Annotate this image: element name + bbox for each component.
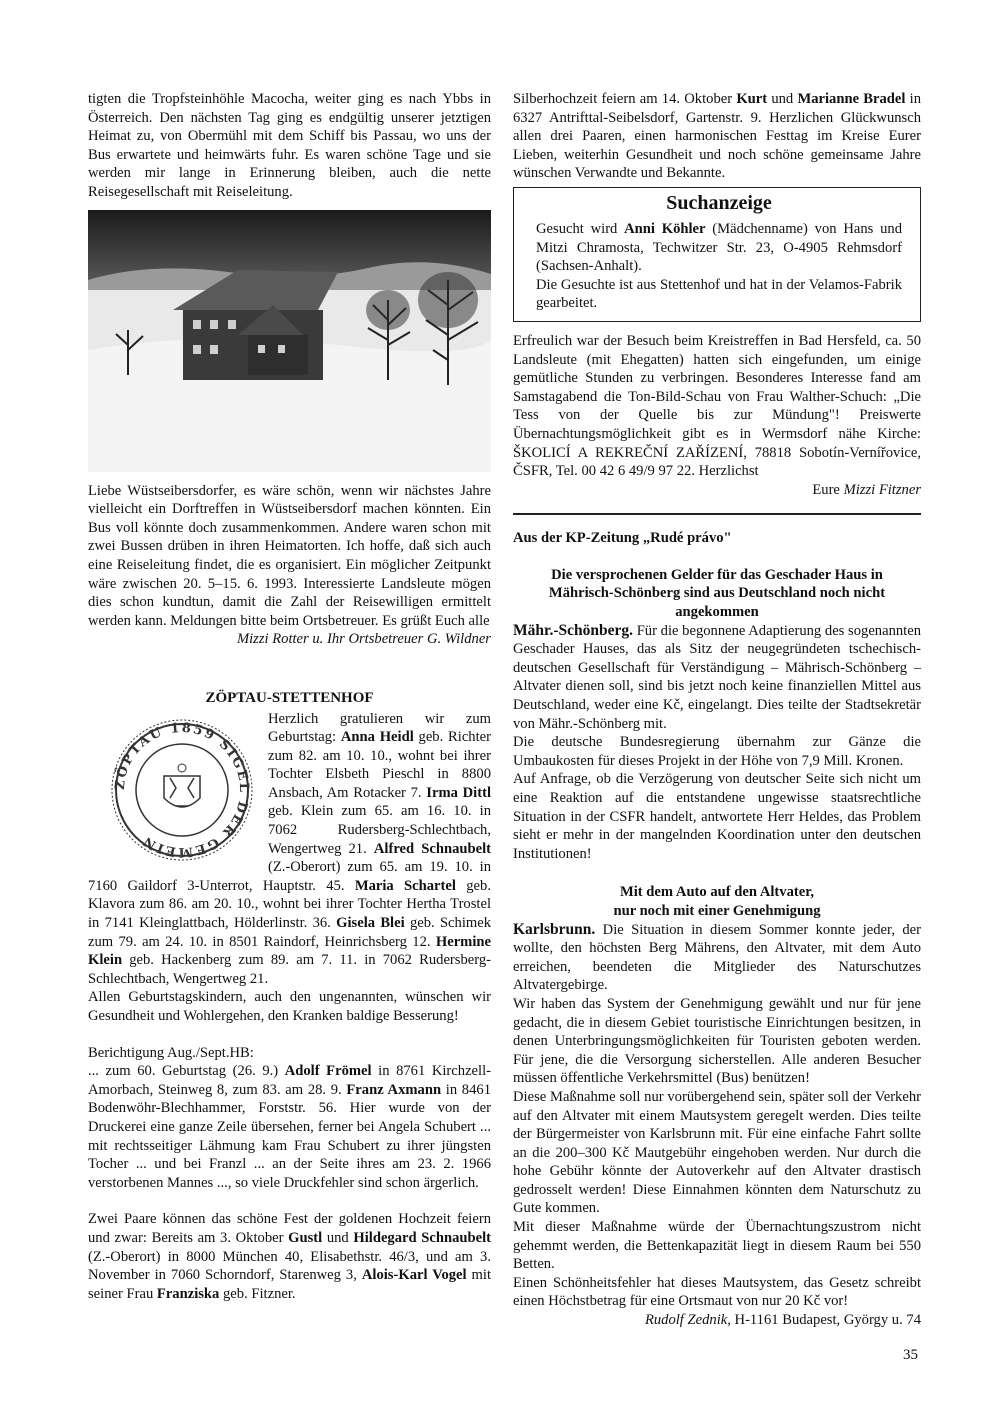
article2-signature: Rudolf Zednik, H-1161 Budapest, György u. 74 [644,1312,921,1329]
silver-wedding-paragraph: Silberhochzeit feiern am 14. Oktober Kurt und Marianne Bradel in 6327 Antrifttal-Seibelsdorf, Gartenstr. 9. Herzlichen Glückwunsch allen drei Paaren, einen harmonischen Festtag im Kreise Eurer Lieben, weiterhin Gesundheit und noch schöne gemeinsame Jahre wünschen Verwandte und Bekannte. [513,91,922,182]
search-notice-box [513,187,921,322]
municipal-seal-image [106,716,258,864]
article2-paragraph-4: Mit dieser Maßnahme würde der Übernachtungszustrom nicht gehemmt werden, die Bettenkapazität liegt in diesem Raum bei 550 Betten. [513,1219,921,1273]
search-notice-text: Gesucht wird Anni Köhler (Mädchenname) von Hans und Mitzi Chramosta, Techwitzer Str. 23, O-4905 Rehmsdorf (Sachsen-Anhalt). [536,220,902,275]
article2-paragraph-3: Diese Maßnahme soll nur vorübergehend sein, später soll der Verkehr auf den Altvater mit einem Mautsystem geregelt werden. Dies teilte der Bürgermeister von Karlsbrunn mit. Für eine einfache Fahrt sollte an die 200–300 Kč Mautgebühr eingehoben werden. Nur durch die hohe Gebühr könnte der Autoverkehr auf den Altvater drastisch gedrosselt werden! Diese Einnahmen könnten dem Naturschutz zu Gute kommen. [513,1088,921,1217]
meeting-signature: Eure Mizzi Fitzner [812,481,921,498]
birthday-paragraph: Herzlich gratulieren wir zum Geburtstag: Anna Heidl geb. Richter zum 82. am 10. 10., wohnt bei ihrer Tochter Elsbeth Pieschl in 8800 Ansbach, Am Rotacker 7. Irma Dittl geb. Klein zum 65. am 16. 10. in 7062 Rudersberg-Schlechtbach, Wengertweg 21. Alfred Schnaubelt (Z.-Oberort) zum 65. am 19. 10. in 7160 Gaildorf 3-Unterrot, Hauptstr. 45. Maria Schartel geb. Klavora zum 86. am 20. 10., wohnt bei ihrer Tochter Hertha Trostel in 7141 Kleinglattbach, Hölderlinstr. 36. Gisela Blei geb. Schimek zum 79. am 24. 10. in 8501 Raindorf, Heinrichsberg 12. Hermine Klein geb. Hackenberg zum 89. am 7. 11. in 7062 Rudersberg-Schlechtbach, Wengertweg 21. [88,710,492,987]
kp-newspaper-heading: Aus der KP-Zeitung „Rudé právo" [513,530,732,547]
correction-heading: Berichtigung Aug./Sept.HB: [88,1044,254,1061]
article2-paragraph-2: Wir haben das System der Genehmigung gewählt und nur für jene gedacht, die in diesem Gebiet touristische Einrichtungen besitzen, in denen Unterbringungsmöglichkeiten für Touristen geboten werden. Für jene, die die Versorgung sicherstellen. Alle anderen Besucher müssen öffentliche Verkehrsmittel (Bus) benützen! [513,995,921,1087]
wishes-paragraph: Allen Geburtstagskindern, auch den ungenannten, wünschen wir Gesundheit und Wohlergehen, den Kranken baldige Besserung! [88,989,491,1024]
article2-paragraph-5: Einen Schönheitsfehler hat dieses Mautsystem, das Gesetz schreibt einen Höchstbetrag für eine Ortsmaut von nur 20 Kč vor! [513,1274,921,1310]
article1-paragraph-2: Die deutsche Bundesregierung übernahm zur Gänze die Umbaukosten für dieses Projekt in der Höhe von 7,9 Mill. Kronen. [513,734,921,769]
article1-paragraph-1: Mähr.-Schönberg. Für die begonnene Adaptierung des sogenannten Geschader Hauses, das als Sitz der neugegründeten tschechisch-deutschen Gesellschaft für Verständigung – Mährisch-Schönberg – Altvater dienen soll, sind bis jetzt noch keine finanziellen Mittel aus Deutschland, weder eine Kč, eingelangt. Dies teilte der Stadtsekretär von Mähr.-Schönberg mit. [513,621,921,732]
zoeptau-section-title: ZÖPTAU-STETTENHOF [205,689,374,706]
district-meeting-paragraph: Erfreulich war der Besuch beim Kreistreffen in Bad Hersfeld, ca. 50 Landsleute (mit Ehegatten) hatten sich eingefunden, um einige gemütliche Stunden zu verbringen. Besonderes Interesse fand am Samstagabend die Ton-Bild-Schau von Frau Walther-Schuch: „Die Tess von der Quelle bis zur Mündung"! Preiswerte Übernachtungsmöglichkeit gibt es in Wermsdorf nähe Kirche: ŠKOLICÍ A REKREČNÍ ZAŘÍZENÍ, 78818 Sobotín-Vernířovice, ČSFR, Tel. 00 42 6 49/9 97 22. Herzlichst [513,332,921,480]
birthday-block [88,710,491,989]
farmhouse-photo [88,210,491,472]
search-notice-text-2: Die Gesuchte ist aus Stettenhof und hat in der Velamos-Fabrik gearbeitet. [536,276,902,312]
left-column [88,90,491,1303]
article2-title-line2: nur noch mit einer Genehmigung [613,902,821,919]
section-divider [513,513,921,515]
trip-appeal-paragraph: Liebe Wüstseibersdorfer, es wäre schön, wenn wir nächstes Jahre vielleicht ein Dorftreffen in Wüstseibersdorf machen könnten. Ein Bus voll könnte doch zusammenkommen. Andere waren schon mit zwei Bussen drüben in ihren Heimatorten. Ich hoffe, daß sich auch eine Reiseleitung findet, die es organisiert. Ein möglicher Zeitpunkt wäre zwischen 20. 5–15. 6. 1993. Interessierte Landsleute mögen dies schon kundtun, damit die Zahl der Reisewilligen ermittelt werden kann. Meldungen bitte beim Ortsbetreuer. Es grüßt Euch alle [88,482,491,629]
right-column [513,90,921,1330]
golden-wedding-paragraph: Zwei Paare können das schöne Fest der goldenen Hochzeit feiern und zwar: Bereits am 3. Oktober Gustl und Hildegard Schnaubelt (Z.-Oberort) in 8000 München 40, Elisabethstr. 46/3, und am 3. November in 7060 Schorndorf, Starenweg 3, Alois-Karl Vogel mit seiner Frau Franziska geb. Fitzner. [88,1211,492,1302]
intro-paragraph: tigten die Tropfsteinhöhle Macocha, weiter ging es nach Ybbs in Österreich. Den nächsten Tag ging es endgültig unserer jetztigen Heimat zu, von Obermühl mit dem Schiff bis Passau, wo uns der Bus erwartete und heimwärts fuhr. Es waren schöne Tage und sie werden mir lange in Erinnerung bleiben, auch die nette Reisegesellschaft mit Reiseleitung. [88,91,491,200]
appeal-signature: Mizzi Rotter u. Ihr Ortsbetreuer G. Wildner [236,631,491,648]
article2-title-line1: Mit dem Auto auf den Altvater, [619,884,815,901]
page-number: 35 [903,1347,918,1363]
svg-text:ZÖPTAU 1859 SIGEL DER GEMEIN: ZÖPTAU 1859 SIGEL DER GEMEIN [112,720,252,859]
search-notice-title: Suchanzeige [666,191,772,214]
article1-title: Die versprochenen Gelder für das Geschader Haus in Mährisch-Schönberg sind aus Deutschland noch nicht angekommen [548,566,886,621]
correction-paragraph: ... zum 60. Geburtstag (26. 9.) Adolf Frömel in 8761 Kirchzell-Amorbach, Steinweg 8, zum 83. am 28. 9. Franz Axmann in 8461 Bodenwöhr-Blechhammer, Forststr. 56. Hier wurde von der Druckerei eine ganze Zeile übersehen, ferner bei Angela Schubert ... mit rechtsseitiger Lähmung kam Frau Schubert zu ihrer jüngsten Tocher ... und bei Franzl ... an der Seite ihres am 23. 2. 1966 verstorbenen Mannes ..., so viele Druckfehler sind schon ärgerlich. [88,1063,491,1191]
article2-paragraph-1: Karlsbrunn. Die Situation in diesem Sommer konnte jeder, der wollte, den höchsten Berg Mährens, den Altvater, mit dem Auto erreichen, beendeten die Mitglieder des Naturschutzes Altvatergebirge. [513,920,921,994]
article1-paragraph-3: Auf Anfrage, ob die Verzögerung von deutscher Seite sich nicht um eine Reaktion auf die entstandene ungewisse staatsrechtliche Situation in der CSFR handelt, antwortete Herr Heldes, das Problem sieht er mehr in der mangelnden Koordination unter den deutschen Institutionen! [513,771,921,862]
